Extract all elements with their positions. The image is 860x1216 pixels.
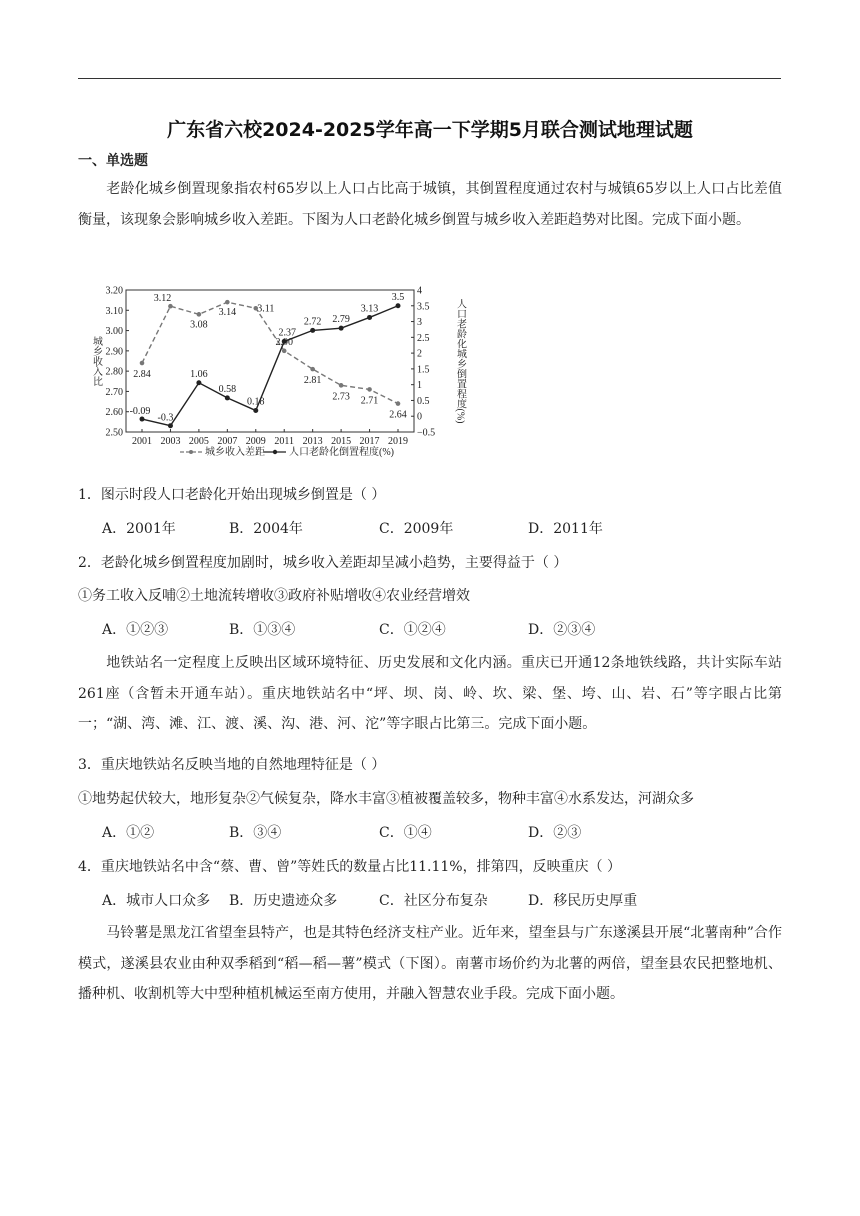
left-axis-title: 城乡收入比 xyxy=(90,336,102,386)
aging-inversion-data-label: 1.06 xyxy=(190,368,208,380)
q1-option-d[interactable]: D．2011年 xyxy=(528,521,603,537)
income-gap-point xyxy=(339,383,344,388)
q1-option-a[interactable]: A．2001年 xyxy=(102,521,176,537)
q2-option-c[interactable]: C．①②④ xyxy=(379,622,446,638)
aging-inversion-data-label: 0.18 xyxy=(247,396,265,408)
x-tick-label: 2003 xyxy=(160,436,181,447)
left-tick-label: 3.10 xyxy=(105,305,123,317)
passage-3 xyxy=(78,918,782,1010)
right-tick-label: 1 xyxy=(417,380,422,392)
right-tick-label: 3 xyxy=(417,317,422,329)
passage-2-text: 地铁站名一定程度上反映出区域环境特征、历史发展和文化内涵。重庆已开通12条地铁线路，共计实际车站261座（含暂未开通车站）。重庆地铁站名中“坪、坝、岗、岭、坎、梁、堡、垮、山、岩、石”等字眼占比第一；“湖、湾、滩、江、渡、溪、沟、港、河、沱”等字眼占比第三。完成下面小题。 xyxy=(78,655,782,732)
q4-option-c[interactable]: C．社区分布复杂 xyxy=(379,893,488,909)
income-gap-point xyxy=(225,300,230,305)
question-2-stem: 2．老龄化城乡倒置程度加剧时，城乡收入差距却呈减小趋势，主要得益于（ ） xyxy=(78,555,568,571)
question-2-statements: ①务工收入反哺②土地流转增收③政府补贴增收④农业经营增效 xyxy=(78,588,470,604)
q4-option-d[interactable]: D．移民历史厚重 xyxy=(528,893,638,909)
income-gap-point xyxy=(168,304,173,309)
legend-income-gap-marker xyxy=(189,450,193,454)
left-tick-label: 2.90 xyxy=(105,346,123,358)
header-rule xyxy=(78,78,781,79)
right-tick-label: 2.5 xyxy=(417,332,430,344)
left-tick-label: 2.50 xyxy=(105,427,123,439)
x-tick-label: 2001 xyxy=(132,436,152,447)
aging-inversion-point xyxy=(140,417,145,422)
aging-inversion-point xyxy=(253,408,258,413)
q4-option-a[interactable]: A．城市人口众多 xyxy=(102,893,211,909)
x-tick-label: 2007 xyxy=(217,436,238,447)
income-gap-data-label: 2.64 xyxy=(389,409,407,421)
income-gap-data-label: 2.73 xyxy=(332,391,350,403)
aging-inversion-data-label: -0.3 xyxy=(157,412,174,424)
q4-option-b[interactable]: B．历史遗迹众多 xyxy=(229,893,338,909)
q3-option-d[interactable]: D．②③ xyxy=(528,825,582,841)
income-gap-point xyxy=(197,312,202,317)
aging-inversion-data-label: -0.09 xyxy=(129,406,151,418)
q2-option-d[interactable]: D．②③④ xyxy=(528,622,596,638)
q1-option-b[interactable]: B．2004年 xyxy=(229,521,303,537)
legend-aging-marker xyxy=(273,450,277,454)
aging-inversion-point xyxy=(339,326,344,331)
income-gap-data-label: 3.12 xyxy=(153,293,172,305)
x-tick-label: 2017 xyxy=(359,436,380,447)
aging-inversion-point xyxy=(168,423,173,428)
income-gap-line xyxy=(142,302,398,403)
aging-inversion-point xyxy=(367,315,372,320)
q2-option-a[interactable]: A．①②③ xyxy=(102,622,169,638)
q3-option-b[interactable]: B．③④ xyxy=(229,825,282,841)
income-gap-data-label: 2.81 xyxy=(303,375,322,387)
x-tick-label: 2015 xyxy=(331,436,352,447)
income-gap-data-label: 2.84 xyxy=(133,369,151,381)
page-title: 广东省六校2024-2025学年高一下学期5月联合测试地理试题 xyxy=(167,119,693,141)
aging-inversion-point xyxy=(225,395,230,400)
income-gap-data-label: 2.90 xyxy=(275,336,293,348)
passage-3-text: 马铃薯是黑龙江省望奎县特产，也是其特色经济支柱产业。近年来，望奎县与广东遂溪县开展“北薯南种”合作模式，遂溪县农业由种双季稻到“稻—稻—薯”模式（下图）。南薯市场价约为北薯的两倍，望奎县农民把整地机、播种机、收割机等大中型种植机械运至南方使用，并融入智慧农业手段。完成下面小题。 xyxy=(78,925,782,1002)
x-tick-label: 2013 xyxy=(302,436,323,447)
question-3-stem: 3．重庆地铁站名反映当地的自然地理特征是（ ） xyxy=(78,757,386,773)
question-1-stem: 1．图示时段人口老龄化开始出现城乡倒置是（ ） xyxy=(78,487,386,503)
left-tick-label: 2.80 xyxy=(105,366,123,378)
aging-inversion-line xyxy=(142,306,398,426)
left-tick-label: 3.00 xyxy=(105,326,123,338)
legend-income-gap-label: 城乡收入差距 xyxy=(205,447,265,458)
passage-2 xyxy=(78,648,782,740)
aging-inversion-point xyxy=(310,328,315,333)
right-tick-label: 2 xyxy=(417,348,422,360)
aging-inversion-data-label: 3.13 xyxy=(360,303,379,315)
income-gap-data-label: 2.71 xyxy=(360,395,379,407)
passage-1-text: 老龄化城乡倒置现象指农村65岁以上人口占比高于城镇，其倒置程度通过农村与城镇65岁以上人口占比差值衡量，该现象会影响城乡收入差距。下图为人口老龄化城乡倒置与城乡收入差距趋势对比图。完成下面小题。 xyxy=(78,181,782,228)
passage-1 xyxy=(78,174,782,235)
income-gap-point xyxy=(310,367,315,372)
income-gap-point xyxy=(282,349,287,354)
x-tick-label: 2019 xyxy=(388,436,408,447)
right-tick-label: 0.5 xyxy=(417,395,430,407)
q2-option-b[interactable]: B．①③④ xyxy=(229,622,296,638)
legend-aging-label: 人口老龄化倒置程度(%) xyxy=(289,447,394,458)
left-tick-label: 2.60 xyxy=(105,407,123,419)
income-gap-data-label: 3.08 xyxy=(190,319,208,331)
income-gap-point xyxy=(140,361,145,366)
aging-inversion-data-label: 0.58 xyxy=(218,383,237,395)
q3-option-c[interactable]: C．①④ xyxy=(379,825,432,841)
aging-inversion-data-label: 2.79 xyxy=(332,314,350,326)
income-gap-data-label: 3.11 xyxy=(257,303,275,315)
aging-inversion-point xyxy=(396,303,401,308)
x-tick-label: 2011 xyxy=(274,436,295,447)
question-3-statements: ①地势起伏较大，地形复杂②气候复杂，降水丰富③植被覆盖较多，物种丰富④水系发达，河湖众多 xyxy=(78,791,694,807)
aging-inversion-point xyxy=(196,380,201,385)
right-tick-label: −0.5 xyxy=(417,427,436,439)
aging-inversion-data-label: 2.37 xyxy=(278,327,296,339)
x-tick-label: 2005 xyxy=(188,436,209,447)
question-4-stem: 4．重庆地铁站名中含“蔡、曹、曾”等姓氏的数量占比11.11%，排第四，反映重庆（ ） xyxy=(78,859,622,875)
right-tick-label: 3.5 xyxy=(417,301,430,313)
aging-inversion-data-label: 2.72 xyxy=(303,316,322,328)
q3-option-a[interactable]: A．①② xyxy=(102,825,155,841)
left-tick-label: 2.70 xyxy=(105,386,123,398)
x-tick-label: 2009 xyxy=(245,436,266,447)
income-gap-point xyxy=(367,387,372,392)
q1-option-c[interactable]: C．2009年 xyxy=(379,521,454,537)
income-gap-point xyxy=(396,401,401,406)
aging-inversion-data-label: 3.5 xyxy=(391,291,405,303)
trend-chart xyxy=(88,280,468,465)
right-axis-title: 人口老龄化城乡倒置程度(%) xyxy=(454,298,466,424)
right-tick-label: 4 xyxy=(417,285,422,297)
right-tick-label: 0 xyxy=(417,411,422,423)
right-tick-label: 1.5 xyxy=(417,364,430,376)
income-gap-data-label: 3.14 xyxy=(218,307,237,319)
section-heading: 一、单选题 xyxy=(78,153,148,169)
left-tick-label: 3.20 xyxy=(105,285,123,297)
